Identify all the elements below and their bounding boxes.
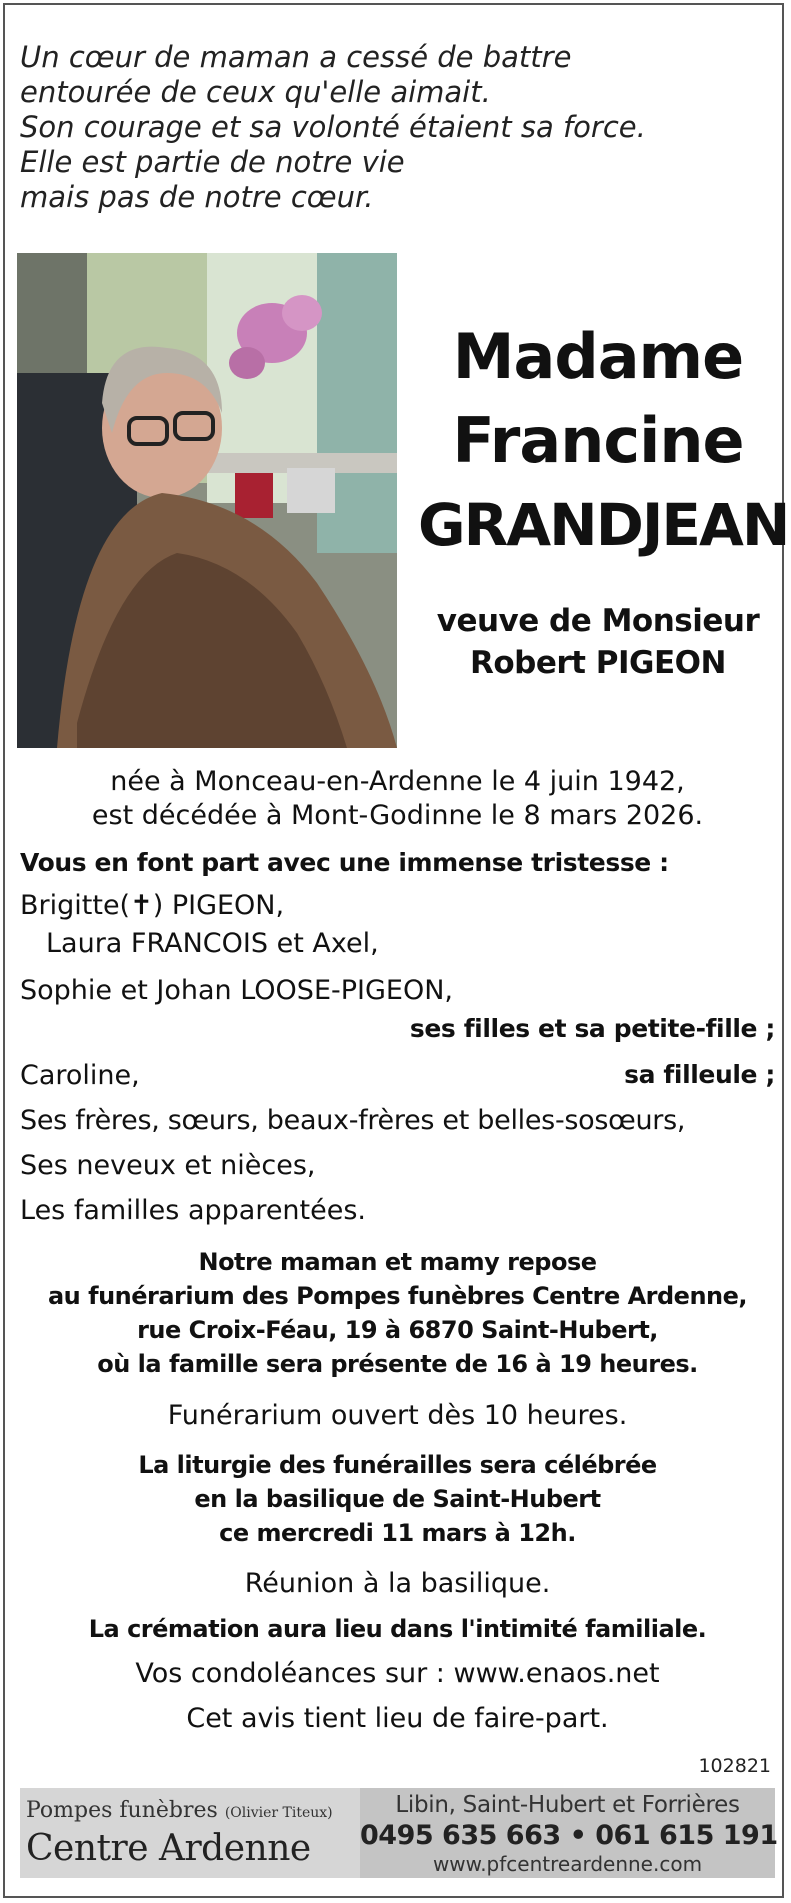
birth-death — [20, 765, 775, 833]
company-phones — [360, 1820, 778, 1851]
liturgy-line: en la basilique de Saint-Hubert — [194, 1485, 601, 1513]
phone-separator: • — [569, 1820, 587, 1851]
deceased-title: Madame — [452, 320, 744, 393]
company-name: Centre Ardenne — [26, 1828, 311, 1869]
birth-line: née à Monceau-en-Ardenne le 4 juin 1942, — [110, 766, 685, 797]
poem-line: entourée de ceux qu'elle aimait. — [20, 75, 491, 109]
family-line: Ses frères, sœurs, beaux-frères et belles-sosœurs, — [20, 1105, 686, 1136]
death-line: est décédée à Mont-Godinne le 8 mars 2026. — [91, 800, 704, 831]
notice-line: Cet avis tient lieu de faire-part. — [186, 1703, 609, 1734]
liturgy-line: ce mercredi 11 mars à 12h. — [219, 1519, 576, 1547]
deceased-name — [418, 315, 789, 567]
phone-number: 0495 635 663 — [360, 1820, 561, 1851]
resting-line: où la famille sera présente de 16 à 19 heures. — [97, 1350, 698, 1378]
funerarium-hours: Funérarium ouvert dès 10 heures. — [167, 1400, 628, 1431]
widow-of — [418, 600, 778, 684]
family-line: Ses neveux et nièces, — [20, 1150, 316, 1181]
family-line: Les familles apparentées. — [20, 1195, 367, 1226]
reference-number: 102821 — [698, 1755, 771, 1777]
family-role: sa filleule ; — [624, 1060, 775, 1089]
family-line: Sophie et Johan LOOSE-PIGEON, — [20, 975, 454, 1006]
poem-line: Elle est partie de notre vie — [20, 145, 405, 179]
company-prefix: Pompes funèbres — [26, 1798, 218, 1823]
company-note: (Olivier Titeux) — [224, 1805, 333, 1821]
resting-line: rue Croix-Féau, 19 à 6870 Saint-Hubert, — [137, 1316, 658, 1344]
widow-line: veuve de Monsieur — [436, 603, 760, 639]
portrait-photo — [17, 253, 397, 748]
funeral-home-banner — [20, 1788, 778, 1878]
poem-line: Son courage et sa volonté étaient sa force. — [20, 110, 646, 144]
family-line: Laura FRANCOIS et Axel, — [46, 928, 379, 959]
phone-number: 061 615 191 — [595, 1820, 778, 1851]
liturgy-info — [20, 1448, 775, 1550]
resting-line: Notre maman et mamy repose — [198, 1248, 597, 1276]
resting-info — [20, 1245, 775, 1381]
company-website: www.pfcentreardenne.com — [432, 1852, 703, 1876]
family-line: Brigitte(✝) PIGEON, — [20, 890, 285, 921]
condolences-line: Vos condoléances sur : www.enaos.net — [135, 1658, 660, 1689]
meeting-line: Réunion à la basilique. — [244, 1568, 551, 1599]
widow-line: Robert PIGEON — [470, 645, 726, 681]
family-line: Caroline, — [20, 1060, 140, 1091]
poem-line: mais pas de notre cœur. — [20, 180, 374, 214]
funeral-home-logo — [20, 1788, 360, 1878]
announce-line: Vous en font part avec une immense tristesse : — [20, 848, 669, 877]
family-role: ses filles et sa petite-fille ; — [409, 1014, 775, 1043]
poem-line: Un cœur de maman a cessé de battre — [20, 40, 572, 74]
resting-line: au funérarium des Pompes funèbres Centre Ardenne, — [47, 1282, 748, 1310]
liturgy-line: La liturgie des funérailles sera célébrée — [138, 1451, 657, 1479]
funeral-home-contact — [360, 1788, 778, 1878]
cremation-line: La crémation aura lieu dans l'intimité familiale. — [88, 1615, 707, 1643]
poem — [20, 40, 646, 215]
family-list — [20, 890, 775, 1230]
deceased-first-name: Francine — [452, 404, 744, 477]
company-locations: Libin, Saint-Hubert et Forrières — [395, 1792, 740, 1818]
deceased-last-name: GRANDJEAN — [418, 491, 789, 559]
